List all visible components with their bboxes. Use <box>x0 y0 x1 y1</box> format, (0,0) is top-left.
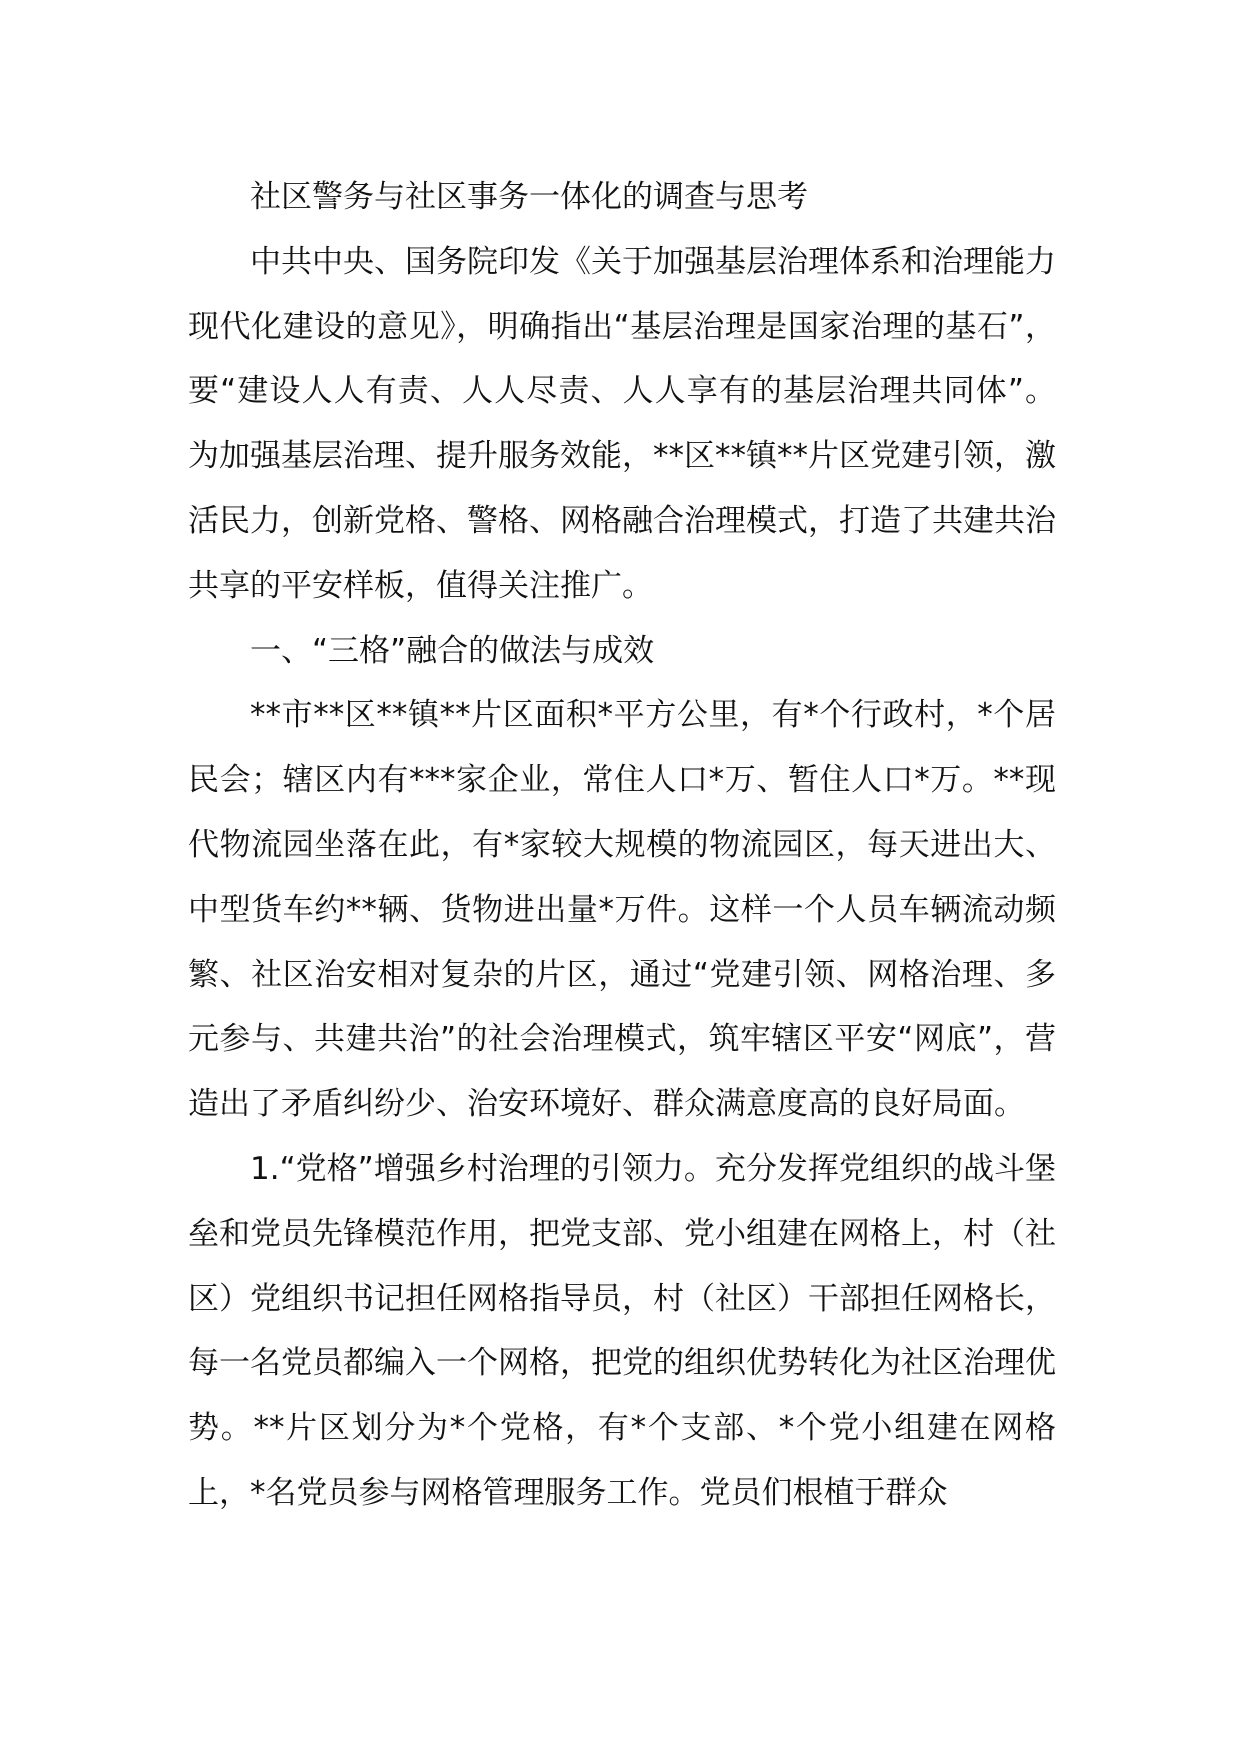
document-title: 社区警务与社区事务一体化的调查与思考 <box>250 179 808 215</box>
document-page <box>188 165 1056 1526</box>
section-heading-1: 一、“三格”融合的做法与成效 <box>250 632 655 669</box>
paragraph-intro: 中共中央、国务院印发《关于加强基层治理体系和治理能力现代化建设的意见》，明确指出“基层治理是国家治理的基石”，要“建设人人有责、人人尽责、人人享有的基层治理共同体”。为加强基层治理、提升服务效能，**区**镇**片区党建引领，激活民力，创新党格、警格、网格融合治理模式，打造了共建共治共享的平安样板，值得关注推广。 <box>188 243 1056 604</box>
paragraph-area-overview: **市**区**镇**片区面积*平方公里，有*个行政村，*个居民会；辖区内有***家企业，常住人口*万、暂住人口*万。**现代物流园坐落在此，有*家较大规模的物流园区，每天进出大、中型货车约**辆、货物进出量*万件。这样一个人员车辆流动频繁、社区治安相对复杂的片区，通过“党建引领、网格治理、多元参与、共建共治”的社会治理模式，筑牢辖区平安“网底”，营造出了矛盾纠纷少、治安环境好、群众满意度高的良好局面。 <box>188 697 1056 1123</box>
paragraph-party-grid: 1.“党格”增强乡村治理的引领力。充分发挥党组织的战斗堡垒和党员先锋模范作用，把党支部、党小组建在网格上，村（社区）党组织书记担任网格指导员，村（社区）干部担任网格长，每一名党员都编入一个网格，把党的组织优势转化为社区治理优势。**片区划分为*个党格，有*个支部、*个党小组建在网格上，*名党员参与网格管理服务工作。党员们根植于群众 <box>188 1150 1056 1511</box>
